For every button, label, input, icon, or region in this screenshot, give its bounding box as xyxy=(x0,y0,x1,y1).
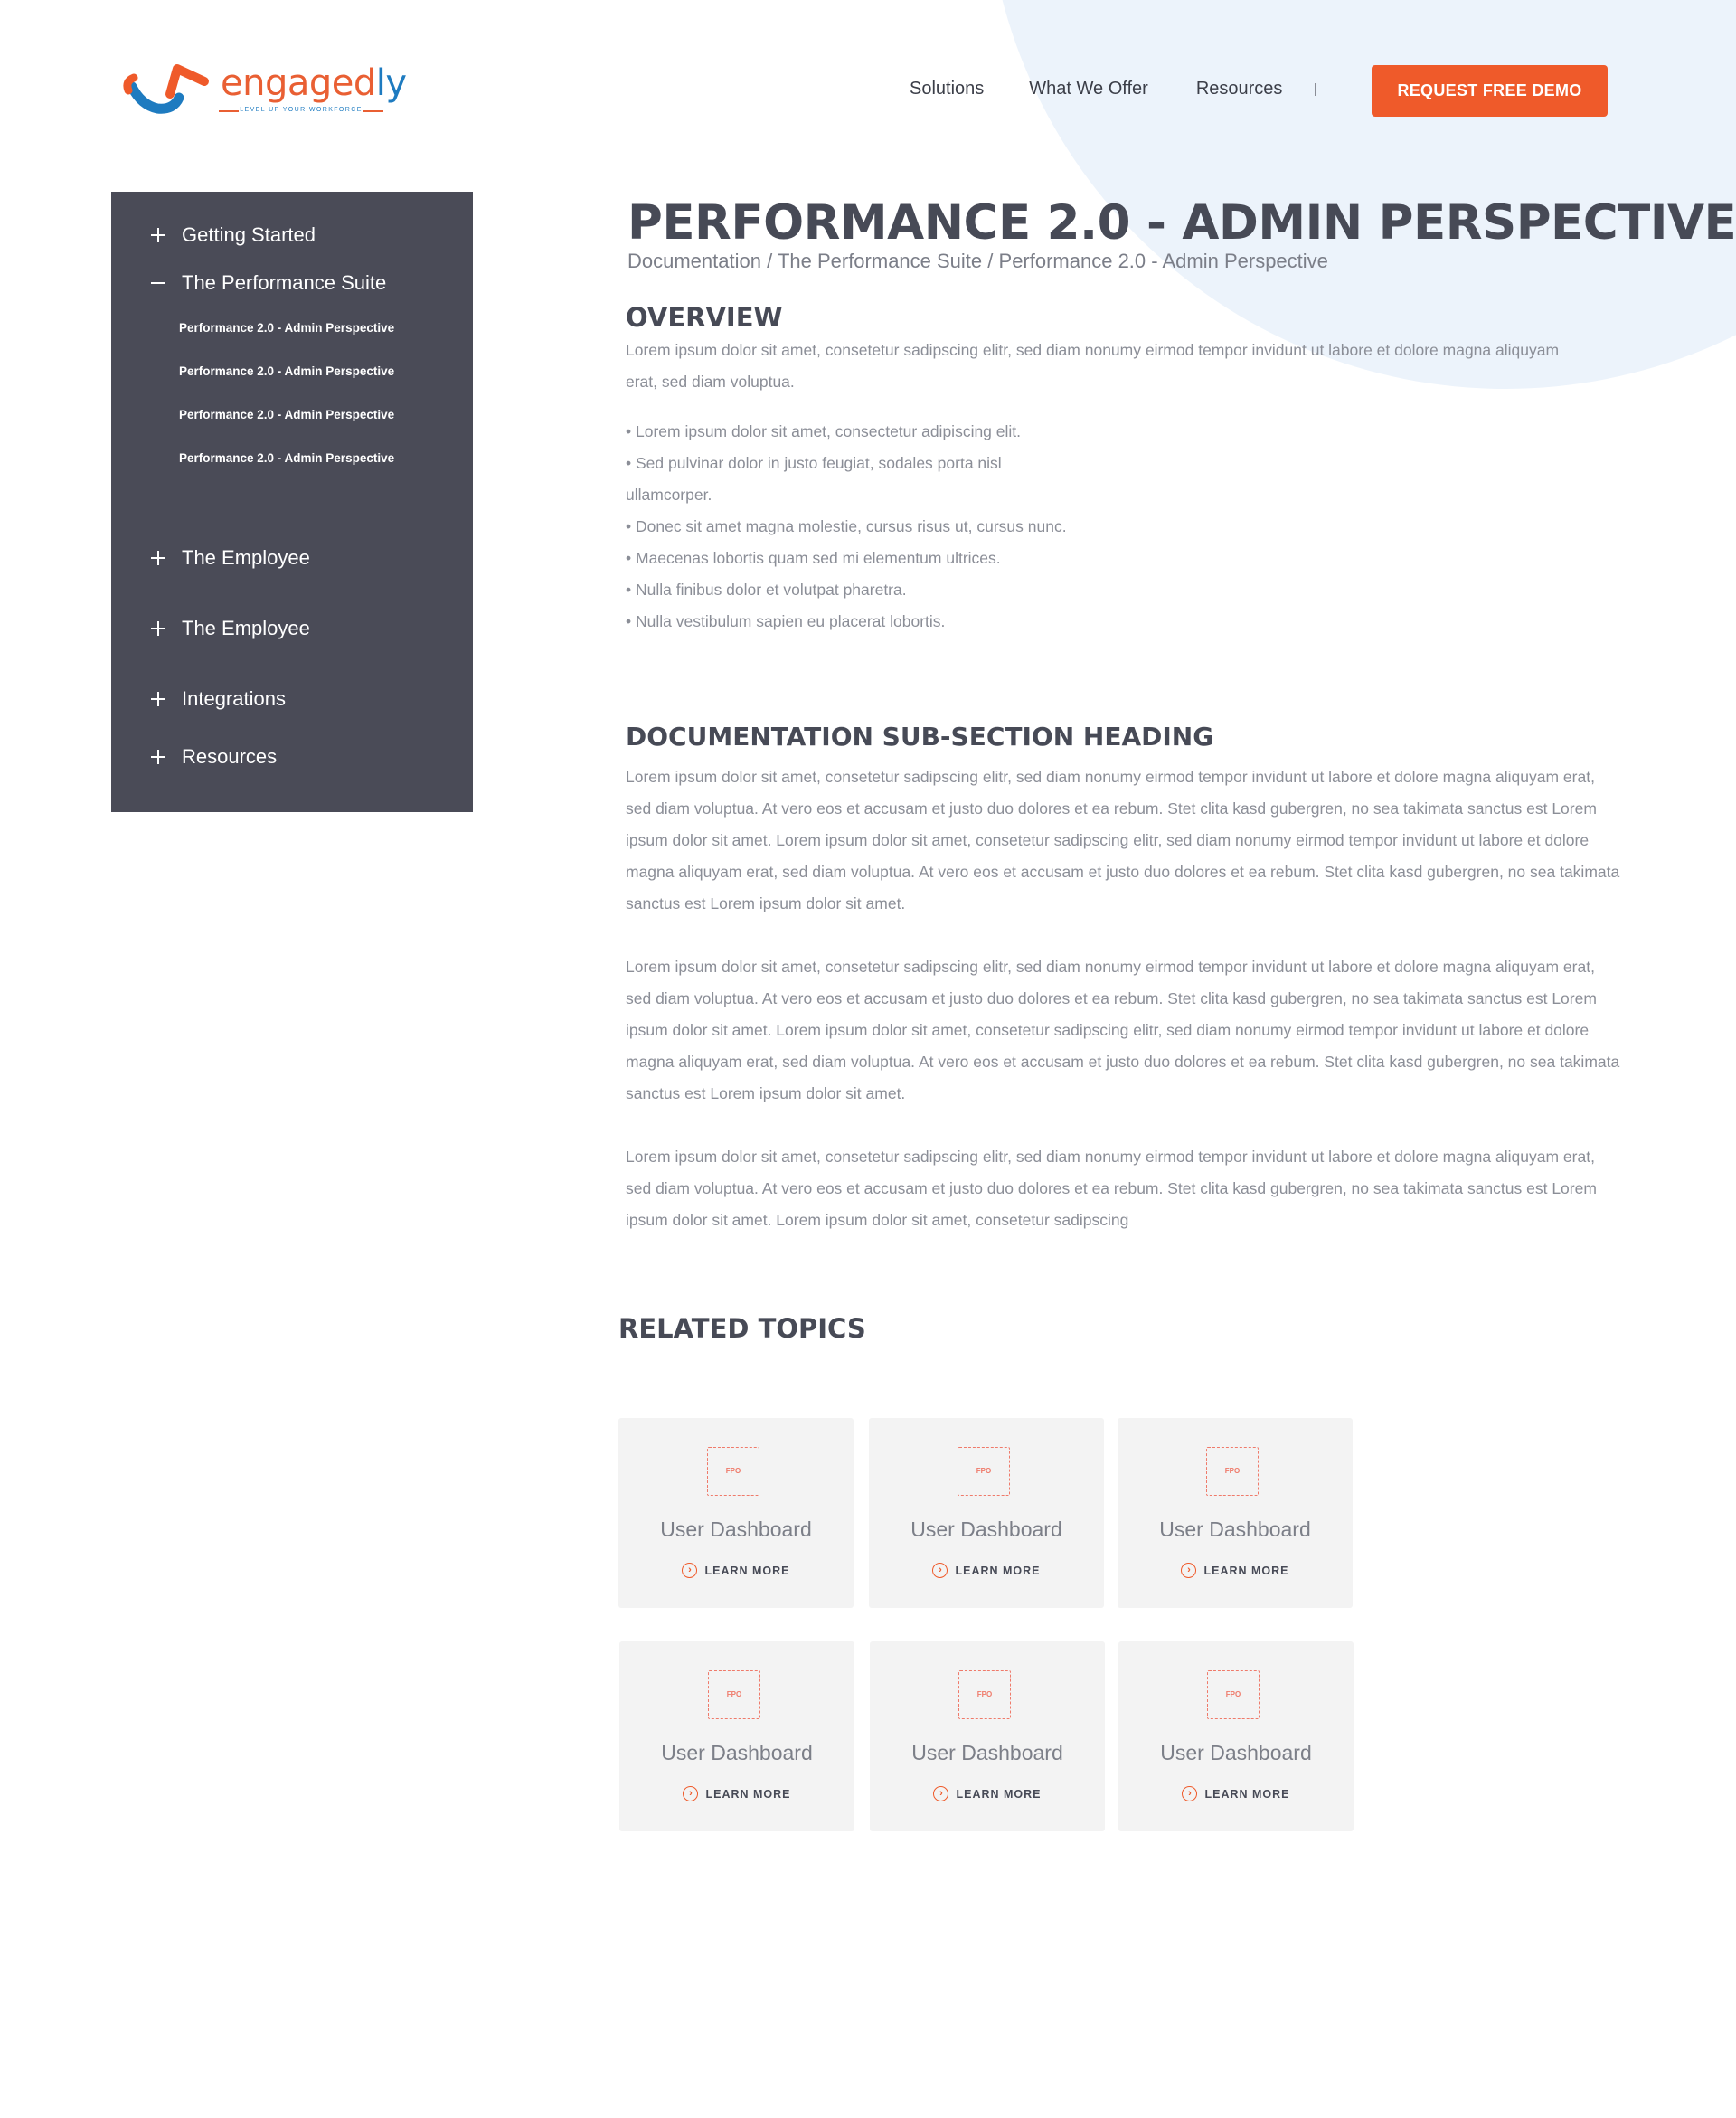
subsection-paragraph: Lorem ipsum dolor sit amet, consetetur sadipscing elitr, sed diam nonumy eirmod tempor invidunt ut labore et dolore magna aliquyam erat, sed diam voluptua. At vero eos et accusam et justo duo dolores et ea rebum. Stet clita kasd gubergren, no sea takimata sanctus est Lorem ipsum dolor sit amet. Lorem ipsum dolor sit amet, consetetur sadipscing xyxy=(626,1148,1597,1229)
related-topic-card[interactable] xyxy=(869,1418,1104,1608)
breadcrumb xyxy=(627,250,1328,273)
learn-more-link[interactable]: › LEARN MORE xyxy=(870,1786,1105,1801)
breadcrumb-separator: / xyxy=(982,250,999,272)
arrow-circle-icon: › xyxy=(682,1563,697,1578)
engagedly-logo[interactable] xyxy=(123,58,407,121)
sidebar-item-label: The Performance Suite xyxy=(182,271,387,294)
plus-icon xyxy=(147,224,169,246)
related-topics-heading: RELATED TOPICS xyxy=(618,1313,866,1344)
subsection-paragraph: Lorem ipsum dolor sit amet, consetetur sadipscing elitr, sed diam nonumy eirmod tempor invidunt ut labore et dolore magna aliquyam erat, sed diam voluptua. At vero eos et accusam et justo duo dolores et ea rebum. Stet clita kasd gubergren, no sea takimata sanctus est Lorem ipsum dolor sit amet. Lorem ipsum dolor sit amet, consetetur sadipscing elitr, sed diam nonumy eirmod tempor invidunt ut labore et dolore magna aliquyam erat, sed diam voluptua. At vero eos et accusam et justo duo dolores et ea rebum. Stet clita kasd gubergren, no sea takimata sanctus est Lorem ipsum dolor sit amet. xyxy=(626,958,1620,1102)
sidebar-item-integrations[interactable] xyxy=(147,687,286,711)
plus-icon xyxy=(147,688,169,710)
page-title: PERFORMANCE 2.0 - ADMIN PERSPECTIVE xyxy=(627,195,1736,251)
subsection-paragraph: Lorem ipsum dolor sit amet, consetetur sadipscing elitr, sed diam nonumy eirmod tempor invidunt ut labore et dolore magna aliquyam erat, sed diam voluptua. At vero eos et accusam et justo duo dolores et ea rebum. Stet clita kasd gubergren, no sea takimata sanctus est Lorem ipsum dolor sit amet. Lorem ipsum dolor sit amet, consetetur sadipscing elitr, sed diam nonumy eirmod tempor invidunt ut labore et dolore magna aliquyam erat, sed diam voluptua. At vero eos et accusam et justo duo dolores et ea rebum. Stet clita kasd gubergren, no sea takimata sanctus est Lorem ipsum dolor sit amet. xyxy=(626,768,1620,912)
top-nav xyxy=(910,79,1361,99)
card-title: User Dashboard xyxy=(1159,1518,1311,1541)
overview-heading: OVERVIEW xyxy=(626,302,783,333)
sidebar-item-label: Getting Started xyxy=(182,223,316,246)
breadcrumb-item-current: Performance 2.0 - Admin Perspective xyxy=(998,250,1328,272)
sidebar-subitem-admin-perspective-1[interactable]: Performance 2.0 - Admin Perspective xyxy=(179,321,395,335)
plus-icon xyxy=(147,547,169,569)
arrow-circle-icon: › xyxy=(932,1563,948,1578)
learn-more-link[interactable]: › LEARN MORE xyxy=(1118,1563,1353,1578)
sidebar-item-the-employee[interactable] xyxy=(147,546,310,570)
nav-link-resources[interactable]: Resources xyxy=(1195,79,1283,99)
logo-tagline: LEVEL UP YOUR WORKFORCE xyxy=(221,107,382,113)
sidebar-item-performance-suite[interactable] xyxy=(147,271,386,295)
list-item: • Donec sit amet magna molestie, cursus risus ut, cursus nunc. xyxy=(626,517,1067,535)
list-item: • Nulla finibus dolor et volutpat pharetra. xyxy=(626,581,907,599)
learn-more-link[interactable]: › LEARN MORE xyxy=(619,1786,854,1801)
list-item: • Sed pulvinar dolor in justo feugiat, sodales porta nisl ullamcorper. xyxy=(626,454,1002,504)
sidebar-item-resources[interactable] xyxy=(147,745,277,769)
card-title: User Dashboard xyxy=(910,1518,1062,1541)
card-title: User Dashboard xyxy=(660,1518,812,1541)
related-topic-card[interactable] xyxy=(1118,1641,1354,1831)
list-item: • Lorem ipsum dolor sit amet, consectetur adipiscing elit. xyxy=(626,422,1022,440)
image-placeholder: FPO xyxy=(958,1447,1010,1496)
sidebar-subitem-admin-perspective-3[interactable]: Performance 2.0 - Admin Perspective xyxy=(179,408,395,421)
breadcrumb-separator: / xyxy=(760,250,778,272)
plus-icon xyxy=(147,746,169,768)
related-topic-card[interactable] xyxy=(619,1641,854,1831)
sidebar-item-the-employee-2[interactable] xyxy=(147,617,310,640)
related-topic-card[interactable] xyxy=(618,1418,854,1608)
arrow-circle-icon: › xyxy=(933,1786,948,1801)
nav-divider xyxy=(1315,83,1316,96)
plus-icon xyxy=(147,618,169,639)
sidebar-subitem-admin-perspective-4[interactable]: Performance 2.0 - Admin Perspective xyxy=(179,451,395,465)
sidebar-subitem-admin-perspective-2[interactable]: Performance 2.0 - Admin Perspective xyxy=(179,364,395,378)
overview-bullet-list xyxy=(626,416,1168,638)
learn-more-link[interactable]: › LEARN MORE xyxy=(869,1563,1104,1578)
image-placeholder: FPO xyxy=(1206,1447,1259,1496)
image-placeholder: FPO xyxy=(1207,1670,1260,1719)
learn-more-link[interactable]: › LEARN MORE xyxy=(1118,1786,1354,1801)
sidebar-item-label: The Employee xyxy=(182,617,310,639)
sidebar-item-getting-started[interactable] xyxy=(147,223,316,247)
image-placeholder: FPO xyxy=(958,1670,1011,1719)
card-title: User Dashboard xyxy=(661,1741,813,1764)
sidebar-item-label: The Employee xyxy=(182,546,310,569)
learn-more-link[interactable]: › LEARN MORE xyxy=(618,1563,854,1578)
nav-link-what-we-offer[interactable]: What We Offer xyxy=(1029,79,1148,99)
nav-link-solutions[interactable]: Solutions xyxy=(910,79,985,99)
image-placeholder: FPO xyxy=(707,1447,760,1496)
arrow-circle-icon: › xyxy=(1182,1786,1197,1801)
request-demo-button[interactable]: REQUEST FREE DEMO xyxy=(1372,65,1608,117)
breadcrumb-item[interactable]: Documentation xyxy=(627,250,761,272)
sidebar-item-label: Resources xyxy=(182,745,278,768)
docs-sidebar xyxy=(111,192,473,812)
sidebar-item-label: Integrations xyxy=(182,687,286,710)
card-title: User Dashboard xyxy=(911,1741,1063,1764)
related-topic-card[interactable] xyxy=(870,1641,1105,1831)
logo-mark-icon xyxy=(123,58,217,121)
breadcrumb-item[interactable]: The Performance Suite xyxy=(777,250,983,272)
minus-icon xyxy=(147,272,169,294)
related-topic-card[interactable] xyxy=(1118,1418,1353,1608)
card-title: User Dashboard xyxy=(1160,1741,1312,1764)
overview-intro: Lorem ipsum dolor sit amet, consetetur sadipscing elitr, sed diam nonumy eirmod tempor invidunt ut labore et dolore magna aliquyam erat, sed diam voluptua. xyxy=(626,341,1560,391)
arrow-circle-icon: › xyxy=(683,1786,698,1801)
list-item: • Maecenas lobortis quam sed mi elementum ultrices. xyxy=(626,549,1001,567)
arrow-circle-icon: › xyxy=(1181,1563,1196,1578)
logo-wordmark: engagedly xyxy=(221,62,407,104)
subsection-heading: DOCUMENTATION SUB-SECTION HEADING xyxy=(626,722,1214,752)
background-circle xyxy=(986,0,1736,389)
image-placeholder: FPO xyxy=(708,1670,760,1719)
list-item: • Nulla vestibulum sapien eu placerat lobortis. xyxy=(626,612,946,630)
